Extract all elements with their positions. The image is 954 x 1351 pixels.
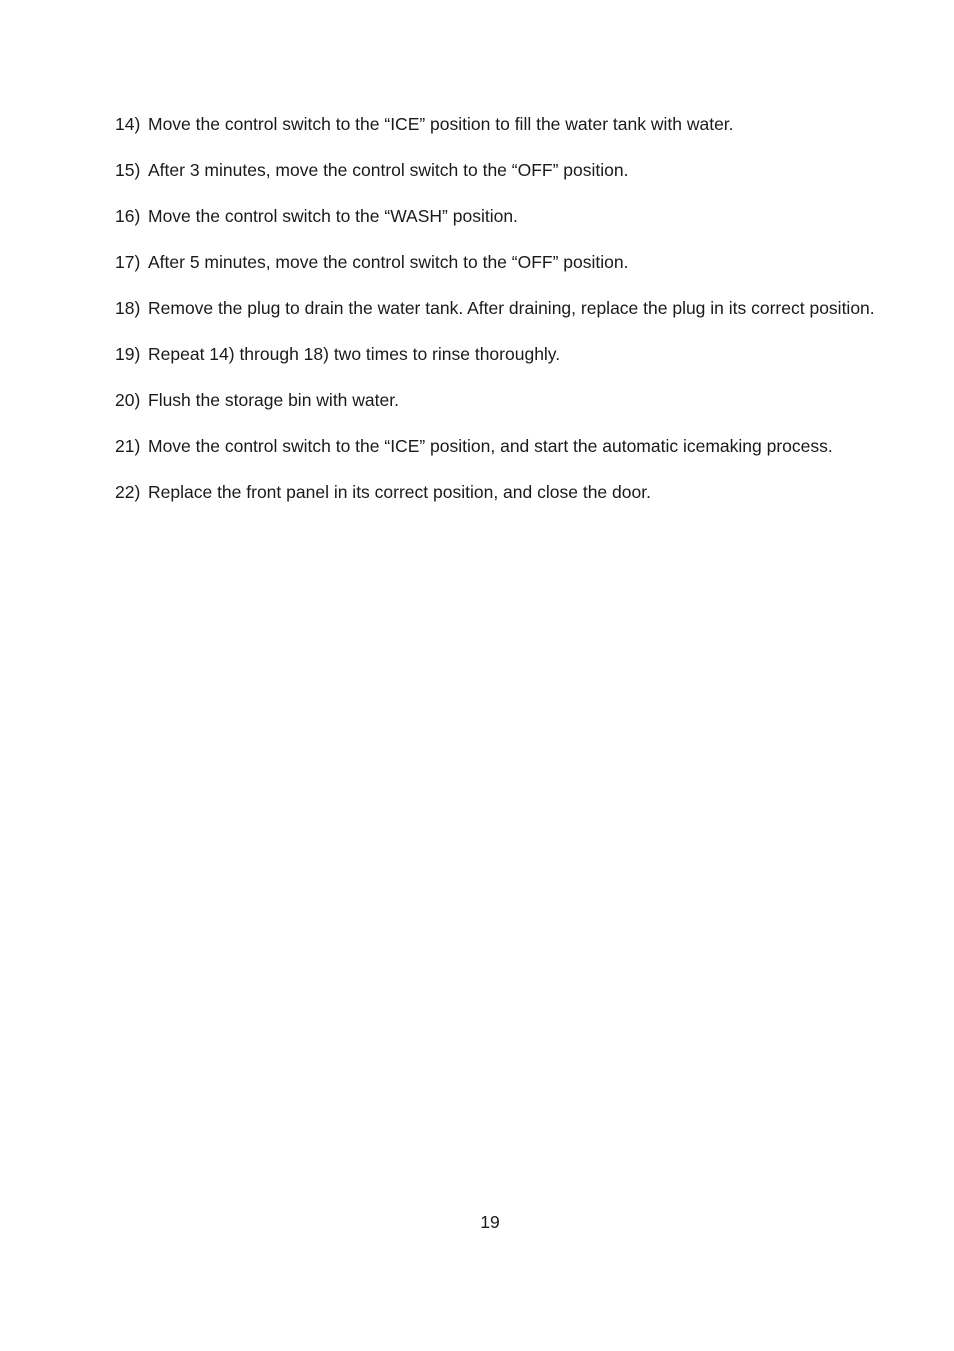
step-20 — [115, 389, 875, 412]
step-text: Move the control switch to the “ICE” position to fill the water tank with water. — [148, 114, 734, 134]
step-18 — [115, 297, 875, 320]
step-number: 20) — [115, 390, 141, 410]
step-number: 18) — [115, 298, 141, 318]
step-14 — [115, 113, 875, 136]
step-21 — [115, 435, 875, 458]
page-number: 19 — [480, 1212, 500, 1232]
instruction-steps-list — [115, 113, 875, 527]
step-text: After 3 minutes, move the control switch to the “OFF” position. — [148, 160, 629, 180]
step-text: Move the control switch to the “ICE” position, and start the automatic icemaking process. — [148, 436, 833, 456]
step-number: 21) — [115, 436, 141, 456]
step-22 — [115, 481, 875, 504]
step-text: Remove the plug to drain the water tank. After draining, replace the plug in its correct position. — [148, 298, 875, 318]
step-text: After 5 minutes, move the control switch to the “OFF” position. — [148, 252, 629, 272]
step-19 — [115, 343, 875, 366]
step-15 — [115, 159, 875, 182]
step-text: Move the control switch to the “WASH” position. — [148, 206, 518, 226]
step-number: 16) — [115, 206, 141, 226]
step-number: 15) — [115, 160, 141, 180]
step-16 — [115, 205, 875, 228]
step-number: 17) — [115, 252, 141, 272]
step-text: Flush the storage bin with water. — [148, 390, 399, 410]
step-text: Replace the front panel in its correct position, and close the door. — [148, 482, 651, 502]
step-17 — [115, 251, 875, 274]
step-number: 22) — [115, 482, 141, 502]
step-number: 14) — [115, 114, 141, 134]
step-text: Repeat 14) through 18) two times to rinse thoroughly. — [148, 344, 561, 364]
step-number: 19) — [115, 344, 141, 364]
